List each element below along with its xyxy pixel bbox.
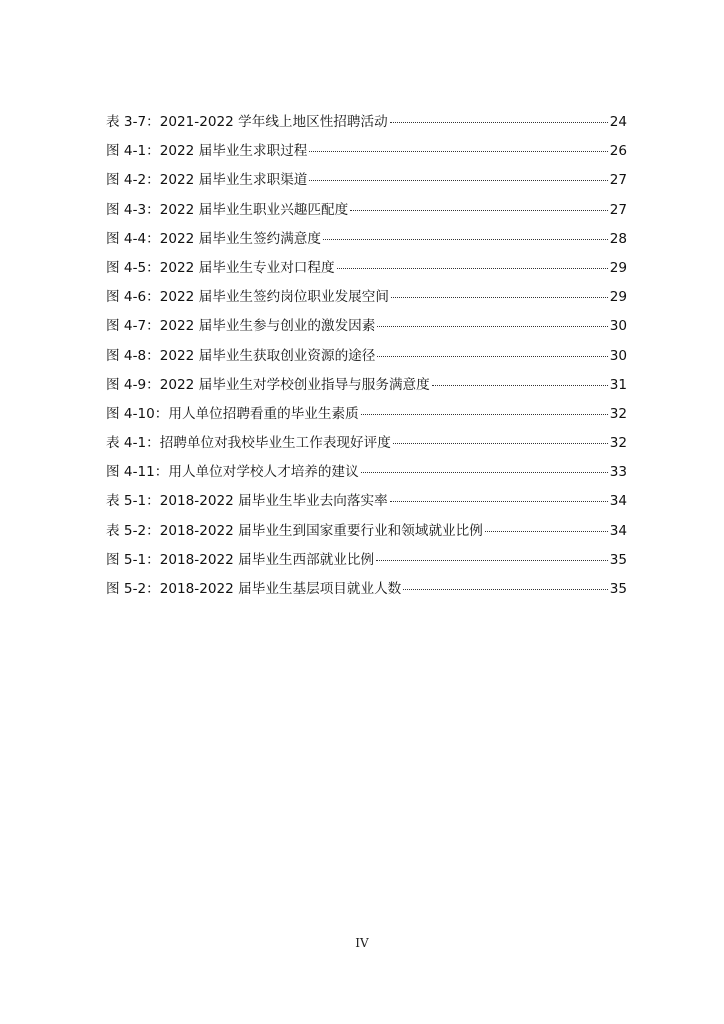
toc-entry-title: 图 4-6：2022 届毕业生签约岗位职业发展空间: [106, 289, 389, 306]
toc-entry-title: 图 4-4：2022 届毕业生签约满意度: [106, 230, 321, 247]
toc-entry-title: 图 4-9：2022 届毕业生对学校创业指导与服务满意度: [106, 376, 430, 393]
toc-entry[interactable]: [106, 458, 627, 487]
toc-entry[interactable]: [106, 254, 627, 283]
toc-dot-leader: [393, 443, 608, 444]
toc-entry-page-number: 33: [609, 464, 627, 481]
toc-entry-page-number: 27: [609, 172, 627, 189]
toc-entry-title: 图 4-1：2022 届毕业生求职过程: [106, 143, 308, 160]
toc-entry-title: 图 5-2：2018-2022 届毕业生基层项目就业人数: [106, 581, 402, 597]
toc-dot-leader: [485, 531, 608, 532]
toc-entry-page-number: 35: [609, 551, 627, 568]
toc-entry-page-number: 30: [609, 347, 627, 364]
toc-entry-page-number: 32: [609, 405, 627, 422]
toc-entry-page-number: 34: [609, 522, 627, 539]
toc-dot-leader: [309, 180, 607, 181]
toc-dot-leader: [377, 326, 607, 327]
toc-entry-title: 图 4-3：2022 届毕业生职业兴趣匹配度: [106, 201, 349, 218]
toc-entry[interactable]: [106, 283, 627, 312]
toc-entry[interactable]: [106, 517, 627, 546]
toc-entry[interactable]: [106, 108, 627, 137]
toc-entry-title: 表 5-1：2018-2022 届毕业生毕业去向落实率: [106, 493, 388, 510]
toc-dot-leader: [323, 239, 608, 240]
toc-entry-page-number: 27: [609, 201, 627, 218]
toc-entry-title: 图 4-10：用人单位招聘看重的毕业生素质: [106, 405, 359, 422]
toc-entry[interactable]: [106, 371, 627, 400]
toc-entry-page-number: 31: [609, 376, 627, 393]
toc-dot-leader: [377, 356, 607, 357]
toc-entry[interactable]: [106, 575, 627, 604]
toc-entry[interactable]: [106, 429, 627, 458]
toc-entry[interactable]: [106, 196, 627, 225]
toc-entry-title: 图 4-5：2022 届毕业生专业对口程度: [106, 259, 335, 276]
toc-dot-leader: [390, 122, 608, 123]
toc-dot-leader: [361, 472, 608, 473]
toc-entry-title: 图 4-7：2022 届毕业生参与创业的激发因素: [106, 318, 376, 335]
toc-dot-leader: [376, 560, 608, 561]
toc-entry-page-number: 24: [609, 114, 627, 130]
toc-entry-title: 图 4-2：2022 届毕业生求职渠道: [106, 172, 308, 189]
toc-entry[interactable]: [106, 137, 627, 166]
toc-dot-leader: [403, 589, 607, 590]
toc-entry-page-number: 29: [609, 259, 627, 276]
toc-entry[interactable]: [106, 312, 627, 341]
toc-entry-page-number: 32: [609, 435, 627, 452]
toc-entry-page-number: 34: [609, 493, 627, 510]
toc-dot-leader: [350, 210, 608, 211]
toc-dot-leader: [337, 268, 608, 269]
toc-dot-leader: [390, 501, 608, 502]
toc-entry[interactable]: [106, 166, 627, 195]
toc-entry-title: 图 4-8：2022 届毕业生获取创业资源的途径: [106, 347, 376, 364]
toc-entry[interactable]: [106, 400, 627, 429]
toc-entry-title: 图 4-11：用人单位对学校人才培养的建议: [106, 464, 359, 481]
toc-entry-page-number: 26: [609, 143, 627, 160]
table-of-figures: [106, 108, 627, 604]
toc-dot-leader: [432, 385, 608, 386]
toc-entry[interactable]: [106, 342, 627, 371]
toc-entry[interactable]: [106, 487, 627, 516]
toc-entry-title: 图 5-1：2018-2022 届毕业生西部就业比例: [106, 551, 375, 568]
toc-entry-page-number: 29: [609, 289, 627, 306]
toc-dot-leader: [309, 151, 607, 152]
toc-dot-leader: [361, 414, 608, 415]
toc-entry-title: 表 4-1：招聘单位对我校毕业生工作表现好评度: [106, 435, 391, 452]
toc-entry-title: 表 3-7：2021-2022 学年线上地区性招聘活动: [106, 114, 388, 130]
toc-entry[interactable]: [106, 546, 627, 575]
toc-entry-page-number: 35: [609, 581, 627, 597]
toc-entry-title: 表 5-2：2018-2022 届毕业生到国家重要行业和领域就业比例: [106, 522, 483, 539]
toc-entry[interactable]: [106, 225, 627, 254]
toc-entry-page-number: 30: [609, 318, 627, 335]
toc-dot-leader: [391, 297, 608, 298]
page-number: IV: [355, 936, 369, 950]
toc-entry-page-number: 28: [609, 230, 627, 247]
